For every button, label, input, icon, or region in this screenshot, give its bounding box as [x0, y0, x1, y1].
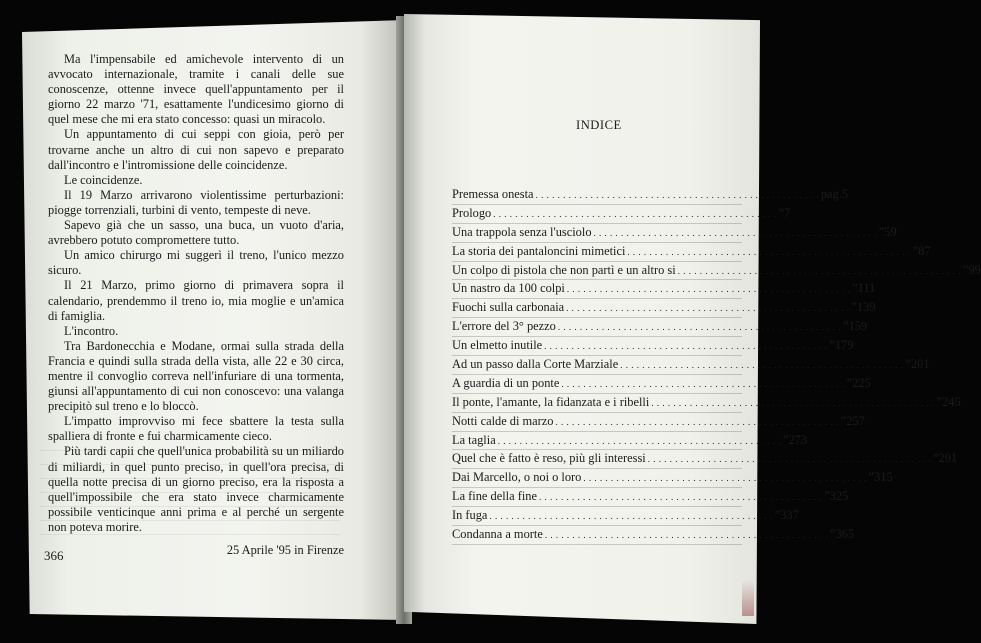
toc-entry-title: Premessa onesta [452, 187, 534, 201]
toc-page-mark: pag. [820, 187, 842, 201]
toc-leader-dots: . . . . . . . . . . . . . . . . . . . . . . . . . . . . . . . . . . . . . . . . . . . . . . . . . . . . [583, 473, 867, 484]
toc-leader-dots: . . . . . . . . . . . . . . . . . . . . . . . . . . . . . . . . . . . . . . . . . . . . . . . . . . . . [593, 227, 877, 238]
toc-leader-dots: . . . . . . . . . . . . . . . . . . . . . . . . . . . . . . . . . . . . . . . . . . . . . . . . . . . . [561, 378, 845, 389]
toc-page-number: 7 [784, 205, 791, 220]
toc-leader-dots: . . . . . . . . . . . . . . . . . . . . . . . . . . . . . . . . . . . . . . . . . . . . . . . . . . . . [544, 341, 828, 352]
toc-page-mark: ” [840, 413, 847, 428]
toc-page-number: 225 [852, 375, 871, 390]
toc-entry [452, 488, 849, 507]
toc-entry [452, 394, 961, 413]
toc-entry-title: Un colpo di pistola che non partì e un altro si [452, 262, 676, 277]
toc-page-number: 257 [846, 413, 865, 428]
toc-page-mark: ” [830, 527, 836, 542]
toc-leader-dots: . . . . . . . . . . . . . . . . . . . . . . . . . . . . . . . . . . . . . . . . . . . . . . . . . . . . [647, 454, 931, 465]
toc-entry-title: Notti calde di marzo [452, 413, 554, 428]
toc-entry-title: Prologo [452, 205, 492, 220]
toc-entry [452, 375, 871, 394]
toc-entry [452, 337, 854, 356]
toc-entry-title: L'errore del 3° pezzo [452, 319, 556, 334]
paragraph: Tra Bardonecchia e Modane, ormai sulla strada della Francia e quindi sulla strada della vista, alle 22 e 30 circa, mentre il convoglio correva nell'infuriare di una tormenta, giunsi all'appuntamento di cui non conoscevo: una valanga precipitò sul treno e lo bloccò. [48, 338, 344, 414]
paragraph: Il 21 Marzo, primo giorno di primavera sopra il calendario, prendemmo il treno io, mia moglie e un'amica di famiglia. [48, 278, 344, 323]
toc-page-number: 315 [874, 470, 893, 485]
toc-entry [452, 413, 865, 432]
toc-page-mark: ” [782, 432, 789, 447]
toc-entry [452, 507, 799, 526]
paragraph: Un amico chirurgo mi suggerì il treno, l'unico mezzo sicuro. [48, 248, 344, 278]
toc-page-mark: ” [912, 243, 919, 258]
toc-page-number: 159 [848, 319, 868, 334]
toc-entry [452, 469, 893, 488]
toc-page-mark: ” [851, 300, 857, 315]
toc-leader-dots: . . . . . . . . . . . . . . . . . . . . . . . . . . . . . . . . . . . . . . . . . . . . . . . . . . . . [620, 360, 904, 371]
toc-entry-title: La taglia [452, 432, 496, 447]
toc-page-mark: ” [846, 375, 853, 390]
paragraph: Le coincidenze. [64, 172, 143, 187]
toc-leader-dots: . . . . . . . . . . . . . . . . . . . . . . . . . . . . . . . . . . . . . . . . . . . . . . . . . . . . [538, 492, 823, 503]
toc-entry [452, 262, 981, 281]
toc-entry-title: La storia dei pantaloncini mimetici [452, 243, 626, 258]
toc-leader-dots: . . . . . . . . . . . . . . . . . . . . . . . . . . . . . . . . . . . . . . . . . . . . . . . . . . . . [544, 530, 829, 541]
toc-entry [452, 280, 876, 299]
signoff-date: 25 Aprile '95 in Firenze [226, 543, 344, 557]
toc-leader-dots: . . . . . . . . . . . . . . . . . . . . . . . . . . . . . . . . . . . . . . . . . . . . . . . . . . . . [555, 416, 839, 427]
paragraph: Sapevo già che un sasso, una buca, un vuoto d'aria, avrebbero potuto compromettere tutto. [48, 218, 344, 248]
toc-page-mark: ” [829, 338, 835, 353]
toc-entry-title: Quel che è fatto è reso, più gli interessi [452, 451, 646, 466]
table-of-contents [452, 186, 981, 545]
toc-leader-dots: . . . . . . . . . . . . . . . . . . . . . . . . . . . . . . . . . . . . . . . . . . . . . . . . . . . . [566, 303, 850, 314]
toc-leader-dots: . . . . . . . . . . . . . . . . . . . . . . . . . . . . . . . . . . . . . . . . . . . . . . . . . . . . [566, 284, 851, 295]
toc-page-mark: ” [778, 205, 784, 220]
toc-entry-title: Un elmetto inutile [452, 338, 543, 353]
bleed-through-text [40, 450, 340, 540]
toc-leader-dots: . . . . . . . . . . . . . . . . . . . . . . . . . . . . . . . . . . . . . . . . . . . . . . . . . . . . [493, 208, 777, 219]
toc-entry [452, 356, 930, 375]
toc-entry [452, 450, 958, 469]
toc-entry-title: Il ponte, l'amante, la fidanzata e i ribelli [452, 394, 650, 409]
toc-page-mark: ” [868, 470, 875, 485]
toc-entry [452, 186, 849, 205]
page-number: 366 [44, 548, 64, 563]
toc-leader-dots: . . . . . . . . . . . . . . . . . . . . . . . . . . . . . . . . . . . . . . . . . . . . . . . . . . . . [677, 265, 961, 276]
paragraph: Il 19 Marzo arrivarono violentissime perturbazioni: piogge torrenziali, turbini di vento, tempeste di neve. [48, 187, 344, 217]
toc-entry-title: Dai Marcello, o noi o loro [452, 470, 582, 485]
toc-page-number: 87 [918, 243, 931, 258]
toc-entry-title: Un nastro da 100 colpi [452, 281, 565, 296]
toc-page-number: 365 [835, 527, 855, 542]
toc-entry-title: Una trappola senza l'usciolo [452, 224, 592, 239]
paragraph: Ma l'impensabile ed amichevole intervento di un avvocato internazionale, tramite i canali delle sue conoscenze, ottenne invece quell'appuntamento per il giorno 22 marzo '71, esattamente l'undicesimo giorno di quel mese che mi era stato concesso: quasi un miracolo. [48, 52, 344, 127]
toc-entry [452, 224, 897, 243]
page-edge-stain [742, 580, 754, 616]
toc-page-mark: ” [843, 319, 849, 334]
toc-page-mark: ” [878, 224, 885, 239]
index-title: INDICE [576, 118, 622, 132]
toc-page-number: 5 [841, 187, 849, 201]
toc-leader-dots: . . . . . . . . . . . . . . . . . . . . . . . . . . . . . . . . . . . . . . . . . . . . . . . . . . . . [627, 246, 911, 257]
toc-entry [452, 432, 808, 451]
toc-page-mark: ” [932, 451, 939, 466]
toc-page-mark: ” [962, 262, 969, 277]
toc-entry [452, 205, 791, 224]
toc-entry-title: La fine della fine [452, 489, 537, 504]
toc-page-mark: ” [824, 489, 830, 504]
toc-leader-dots: . . . . . . . . . . . . . . . . . . . . . . . . . . . . . . . . . . . . . . . . . . . . . . . . . . . . [535, 190, 819, 200]
toc-page-number: 325 [829, 489, 849, 504]
toc-page-number: 201 [910, 357, 930, 372]
toc-entry-title: Ad un passo dalla Corte Marziale [452, 357, 619, 372]
toc-entry [452, 299, 876, 318]
toc-page-number: 291 [938, 451, 958, 466]
toc-page-mark: ” [774, 508, 781, 523]
toc-entry-title: In fuga [452, 508, 488, 523]
paragraph: L'incontro. [64, 323, 119, 338]
toc-entry [452, 243, 931, 262]
toc-page-number: 245 [942, 394, 961, 409]
toc-page-number: 99 [968, 262, 981, 277]
toc-entry-title: A guardia di un ponte [452, 375, 560, 390]
toc-leader-dots: . . . . . . . . . . . . . . . . . . . . . . . . . . . . . . . . . . . . . . . . . . . . . . . . . . . . [489, 511, 773, 522]
paragraph: L'impatto improvviso mi fece sbattere la testa sulla spalliera di fronte e fui charmicamente cieco. [48, 414, 344, 444]
toc-entry-title: Fuochi sulla carbonaia [452, 300, 565, 315]
toc-leader-dots: . . . . . . . . . . . . . . . . . . . . . . . . . . . . . . . . . . . . . . . . . . . . . . . . . . . . [557, 322, 842, 333]
toc-page-number: 337 [780, 508, 799, 523]
toc-page-mark: ” [936, 394, 943, 409]
toc-page-number: 111 [857, 281, 876, 296]
toc-page-number: 273 [788, 432, 808, 447]
toc-page-number: 139 [856, 300, 876, 315]
paragraph: Più tardi capii che quell'unica probabilità su un miliardo di miliardi, in quel punto preciso, in quell'ora precisa, di quella notte precisa di un giorno preciso, era la risposta a quell'impossibile che era stato invece charmicamente possibile venticinque anni prima e al perché un sergente non poteva morire. [48, 444, 344, 534]
toc-entry [452, 526, 855, 545]
toc-page-number: 59 [884, 224, 897, 239]
toc-page-mark: ” [905, 357, 911, 372]
toc-page-number: 179 [834, 338, 854, 353]
toc-entry [452, 318, 868, 337]
toc-entry-title: Condanna a morte [452, 527, 543, 542]
toc-leader-dots: . . . . . . . . . . . . . . . . . . . . . . . . . . . . . . . . . . . . . . . . . . . . . . . . . . . . [651, 397, 935, 408]
paragraph: Un appuntamento di cui seppi con gioia, però per trovarne anche un altro di cui non sapevo e preparato dall'incontro e l'intromissione delle coincidenze. [48, 127, 344, 172]
toc-leader-dots: . . . . . . . . . . . . . . . . . . . . . . . . . . . . . . . . . . . . . . . . . . . . . . . . . . . . [497, 435, 781, 446]
toc-page-mark: ” [852, 281, 858, 296]
